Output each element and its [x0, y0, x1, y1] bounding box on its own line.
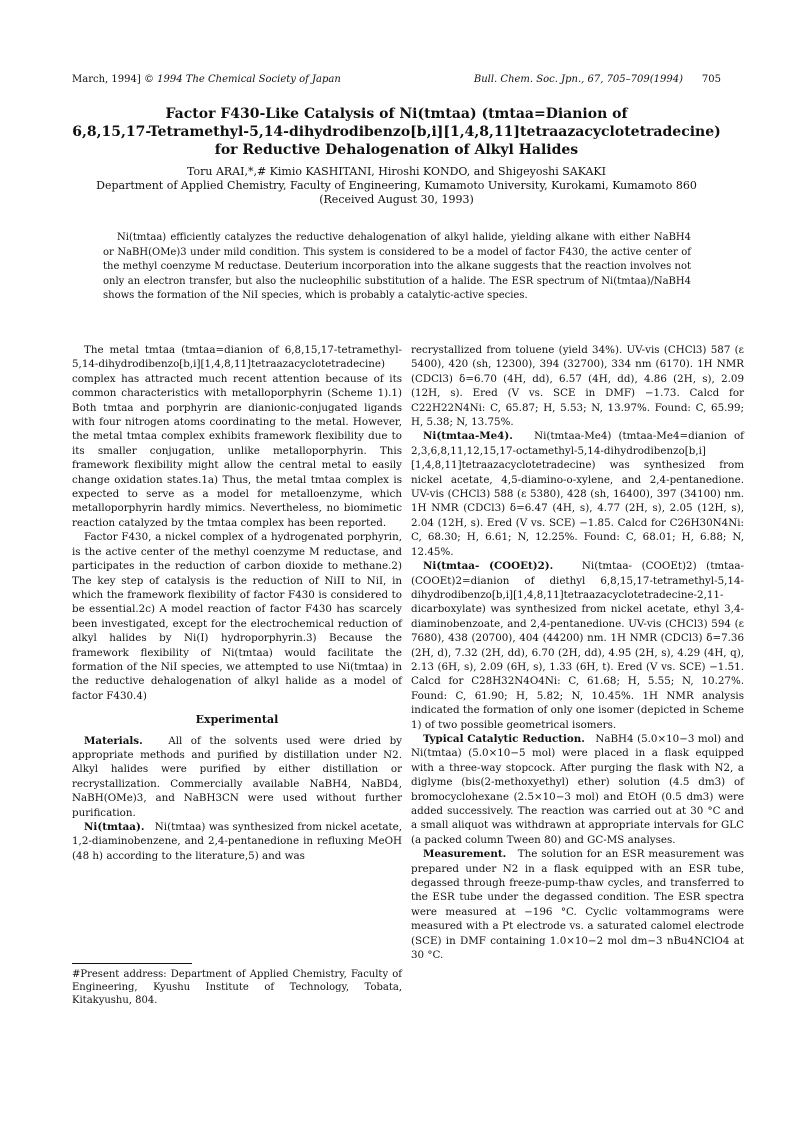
typical-text: NaBH4 (5.0×10−3 mol) and Ni(tmtaa) (5.0×10−5 mol) were placed in a flask equipped with a three-way stopcock. After purging the flask with N2, a diglyme (bis(2-methoxyethyl) ether) solution (4.5 dm3) of bromocyclohexane (2.5×10−3 mol) and EtOH (0.5 dm3) were added successively. The reaction was carried out at 30 °C and a small aliquot was withdrawn at appropriate intervals for GLC (a packed column Tween 80) and GC-MS analyses.	[411, 732, 744, 846]
run-in-heading-measurement: Measurement.	[423, 848, 507, 861]
intro-paragraph-2: Factor F430, a nickel complex of a hydrogenated porphyrin, is the active center of the methyl coenzyme M reductase, and participates in the reduction of carbon dioxide to methane.2) The key step of catalysis is the reduction of NiII to NiI, in which the framework flexibility of factor F430 is considered to be essential.2c) A model reaction of factor F430 has scarcely been investigated, except for the electrochemical reduction of alkyl halides by Ni(I) hydroporphyrin.3) Because the framework flexibility of Ni(tmtaa) would facilitate the formation of the NiI species, we attempted to use Ni(tmtaa) in the reductive dehalogenation of alkyl halide as a model of factor F430.4)	[72, 531, 402, 702]
title-line-3: for Reductive Dehalogenation of Alkyl Halides	[214, 142, 579, 158]
materials-text: All of the solvents used were dried by appropriate methods and purified by distillation under N2. Alkyl halides were purified by either distillation or recrystallization. Commercially available NaBH4, NaBD4, NaBH(OMe)3, and NaBH3CN were used without further purification.	[72, 734, 402, 819]
run-in-heading-me4: Ni(tmtaa-Me4).	[423, 430, 513, 443]
run-in-heading-materials: Materials.	[84, 734, 143, 747]
footnote-rule	[72, 963, 192, 964]
header-copyright: © 1994 The Chemical Society of Japan	[144, 74, 341, 85]
intro-paragraph-1: The metal tmtaa (tmtaa=dianion of 6,8,15,17-tetramethyl-5,14-dihydrodibenzo[b,i][1,4,8,11]tetraazacyclotetradecine) complex has attracted much recent attention because of its common characteristics with metalloporphyrin (Scheme 1).1) Both tmtaa and porphyrin are dianionic-conjugated ligands with four nitrogen atoms coordinating to the metal. However, the metal tmtaa complex exhibits framework flexibility due to its smaller conjugation, unlike metalloporphyrin. This framework flexibility might allow the central metal to easily change oxidation states.1a) Thus, the metal tmtaa complex is expected to serve as a model for metalloenzyme, which metalloporphyrin hardly mimics. Nevertheless, no biomimetic reaction catalyzed by the tmtaa complex has been reported.	[72, 344, 402, 529]
running-header	[72, 74, 721, 88]
run-in-heading-typical: Typical Catalytic Reduction.	[423, 732, 585, 745]
received-date: (Received August 30, 1993)	[319, 193, 474, 206]
nitmtaa-characterization: recrystallized from toluene (yield 34%). UV-vis (CHCl3) 587 (ε 5400), 420 (sh, 12300), 394 (32700), 334 nm (6170). 1H NMR (CDCl3) δ=6.70 (4H, dd), 6.57 (4H, dd), 4.86 (2H, s), 2.09 (12H, s). Ered (V vs. SCE in DMF) −1.73. Calcd for C22H22N4Ni: C, 65.87; H, 5.53; N, 13.97%. Found: C, 65.99; H, 5.38; N, 13.75%.	[411, 344, 744, 429]
header-page-number: 705	[701, 74, 721, 85]
cooet-text: Ni(tmtaa- (COOEt)2) (tmtaa-(COOEt)2=dianion of diethyl 6,8,15,17-tetramethyl-5,14-dihydrodibenzo[b,i][1,4,8,11]tetraazacyclotetradecine-2,11-dicarboxylate) was synthesized from nickel acetate, ethyl 3,4-diaminobenzoate, and 2,4-pentanedione. UV-vis (CHCl3) 594 (ε 7680), 438 (20700), 404 (44200) nm. 1H NMR (CDCl3) δ=7.36 (2H, d), 7.32 (2H, dd), 6.70 (2H, dd), 4.95 (2H, s), 4.29 (4H, q), 2.13 (6H, s), 2.09 (6H, s), 1.33 (6H, t). Ered (V vs. SCE) −1.51. Calcd for C28H32N4O4Ni: C, 61.68; H, 5.55; N, 10.27%. Found: C, 61.90; H, 5.82; N, 10.45%. 1H NMR analysis indicated the formation of only one isomer (depicted in Scheme 1) of two possible geometrical isomers.	[411, 560, 744, 731]
paper-title	[60, 105, 733, 159]
author-block	[60, 165, 733, 207]
title-line-1: Factor F430-Like Catalysis of Ni(tmtaa) (tmtaa=Dianion of	[165, 106, 628, 122]
header-journal: Bull. Chem. Soc. Jpn., 67, 705–709(1994)	[473, 74, 683, 85]
affiliation: Department of Applied Chemistry, Faculty of Engineering, Kumamoto University, Kurokami, Kumamoto 860	[96, 179, 697, 192]
left-column	[72, 343, 402, 863]
abstract: Ni(tmtaa) efficiently catalyzes the reductive dehalogenation of alkyl halide, yielding alkane with either NaBH4 or NaBH(OMe)3 under mild condition. This system is considered to be a model of factor F430, the active center of the methyl coenzyme M reductase. Deuterium incorporation into the alkane suggests that the reaction involves not only an electron transfer, but also the nucleophilic substitution of a halide. The ESR spectrum of Ni(tmtaa)/NaBH4 shows the formation of the NiI species, which is probably a catalytic-active species.	[103, 232, 691, 302]
section-heading-experimental: Experimental	[195, 713, 279, 727]
footnote: #Present address: Department of Applied Chemistry, Faculty of Engineering, Kyushu Institute of Technology, Tobata, Kitakyushu, 804.	[72, 969, 402, 1006]
measurement-text: The solution for an ESR measurement was prepared under N2 in a flask equipped with an ESR tube, degassed through freeze-pump-thaw cycles, and transferred to the ESR tube under the degassed condition. The ESR spectra were measured at −196 °C. Cyclic voltammograms were measured with a Pt electrode vs. a saturated calomel electrode (SCE) in DMF containing 1.0×10−2 mol dm−3 nBu4NClO4 at 30 °C.	[411, 848, 744, 962]
run-in-heading-nitmtaa: Ni(tmtaa).	[84, 821, 145, 833]
author-list: Toru ARAI,*,# Kimio KASHITANI, Hiroshi KONDO, and Shigeyoshi SAKAKI	[187, 165, 606, 178]
nitmtaa-text: Ni(tmtaa) was synthesized from nickel acetate, 1,2-diaminobenzene, and 2,4-pentanedione in refluxing MeOH (48 h) according to the literature,5) and was	[72, 821, 402, 862]
me4-text: Ni(tmtaa-Me4) (tmtaa-Me4=dianion of 2,3,6,8,11,12,15,17-octamethyl-5,14-dihydrodibenzo[b,i][1,4,8,11]tetraazacyclotetradecine) was synthesized from nickel acetate, 4,5-diamino-o-xylene, and 2,4-pentanedione. UV-vis (CHCl3) 588 (ε 5380), 428 (sh, 16400), 397 (34100) nm. 1H NMR (CDCl3) δ=6.47 (4H, s), 4.77 (2H, s), 2.05 (12H, s), 2.04 (12H, s). Ered (V vs. SCE) −1.85. Calcd for C26H30N4Ni: C, 68.30; H, 6.61; N, 12.25%. Found: C, 68.01; H, 6.88; N, 12.45%.	[411, 430, 744, 558]
header-date: March, 1994]	[72, 74, 141, 85]
right-column	[411, 343, 744, 962]
title-line-2: 6,8,15,17-Tetramethyl-5,14-dihydrodibenzo[b,i][1,4,8,11]tetraazacyclotetradecine)	[72, 124, 721, 140]
run-in-heading-cooet: Ni(tmtaa- (COOEt)2).	[423, 560, 554, 573]
